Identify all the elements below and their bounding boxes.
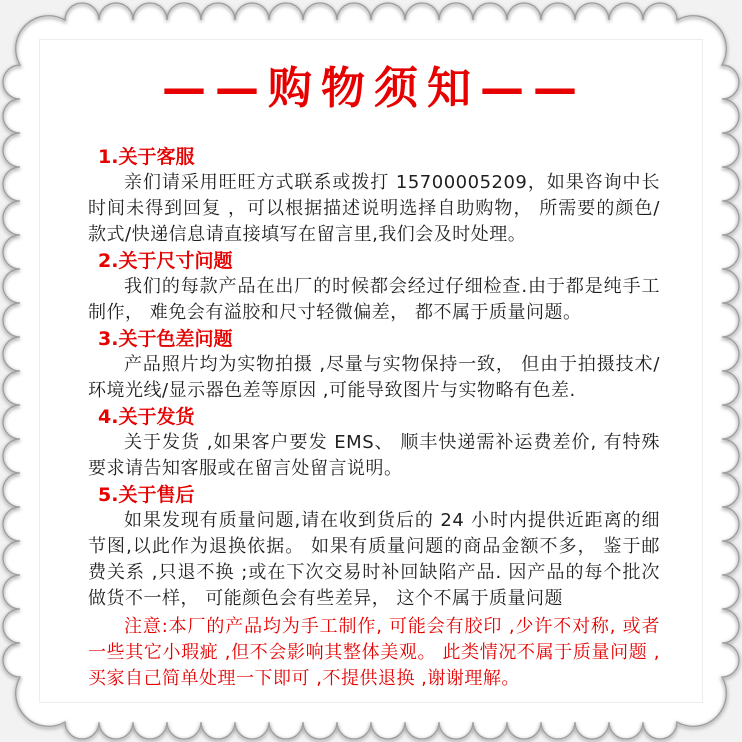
section-color-difference — [88, 330, 660, 404]
section-body: 关于发货 ,如果客户要发 EMS、 顺丰快递需补运费差价, 有特殊要求请告知客服或在留言处留言说明。 — [88, 432, 660, 479]
final-note: 注意:本厂的产品均为手工制作, 可能会有胶印 ,少许不对称, 或者一些其它小瑕疵 ,但不会影响其整体美观。 此类情况不属于质量问题 ,买家自己简单处理一下即可 ,不提供退换 ,谢谢理解。 — [88, 616, 660, 689]
section-heading: 3.关于色差问题 — [98, 328, 233, 350]
section-customer-service — [88, 148, 660, 248]
section-body: 亲们请采用旺旺方式联系或拨打 15700005209，如果咨询中长时间未得到回复 ，可以根据描述说明选择自助购物， 所需要的颜色/款式/快递信息请直接填写在留言里,我们会及时处理。 — [88, 172, 660, 245]
section-size-issues — [88, 252, 660, 326]
section-shipping — [88, 408, 660, 482]
section-body: 我们的每款产品在出厂的时候都会经过仔细检查.由于都是纯手工制作， 难免会有溢胶和尺寸轻微偏差， 都不属于质量问题。 — [88, 276, 660, 323]
section-heading: 2.关于尺寸问题 — [98, 250, 233, 272]
section-body: 如果发现有质量问题,请在收到货后的 24 小时内提供近距离的细节图,以此作为退换依据。 如果有质量问题的商品金额不多， 鉴于邮费关系 ,只退不换 ;或在下次交易时补回缺陷产品. 因产品的每个批次做货不一样， 可能颜色会有些差异， 这个不属于质量问题 — [88, 510, 660, 609]
section-heading: 1.关于客服 — [98, 146, 195, 168]
section-heading: 4.关于发货 — [98, 406, 195, 428]
section-body: 产品照片均为实物拍摄 ,尽量与实物保持一致， 但由于拍摄技术/环境光线/显示器色差等原因 ,可能导致图片与实物略有色差. — [88, 354, 660, 401]
page-title: ——购物须知—— — [162, 63, 586, 114]
notice-card — [88, 60, 660, 692]
section-after-sales — [88, 486, 660, 612]
section-heading: 5.关于售后 — [98, 484, 195, 506]
